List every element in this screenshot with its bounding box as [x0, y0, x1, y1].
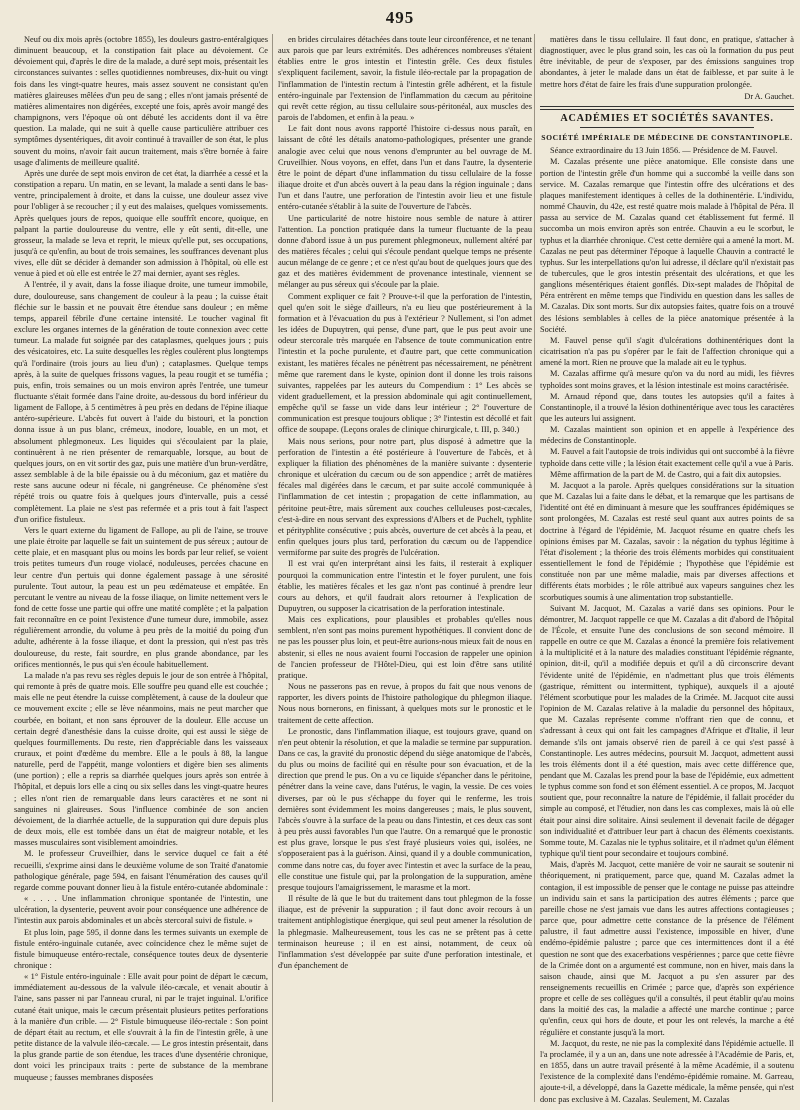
paragraph: Le fait dont nous avons rapporté l'histoire ci-dessus nous paraît, en laissant de côté les détails anatomo-pathologiques, présenter une grande analogie avec celui que nous venons d'emprunter au bel ouvrage de M. Cruveilhier. Nous voyons, en effet, dans l'un et dans l'autre, la dysenterie être le point de départ d'une inflammation du tissu cellulaire de la fosse iliaque droite et d'un abcès ouvert à la peau dans la région inguinale ; dans l'un et dans l'autre, une perforation de l'intestin avoir lieu et une fistule entéro-cutanée s'établir à la suite de l'ouverture de l'abcès. — [278, 124, 532, 212]
paragraph: M. Cazalas affirme qu'à mesure qu'on va du nord au midi, les fièvres typhoïdes sont moins graves, et la lésion intestinale est moins caractérisée. — [540, 369, 794, 390]
paragraph: Suivant M. Jacquot, M. Cazalas a varié dans ses opinions. Pour le démontrer, M. Jacquot rappelle ce que M. Cazalas a dit d'abord de l'hôpital de l'École, et ensuite l'une des conclusions de son second mémoire. Il rappelle en outre ce que M. Cazalas a énoncé la première fois relativement à la multiplicité et à la nature des maladies constituant l'épidémie régnante, opinion, dit-il, qu'il a modifiée depuis et qu'il a dû circonscrire devant l'évidente unité de l'épidémie, en n'admettant plus que trois éléments (gastrique, rémittent ou intermittent, typhique), auxquels il a ajouté l'élément scorbutique pour les malades de la Crimée. M. Jacquot cite aussi l'opinion de M. Cazalas relative à la maladie du personnel des hôpitaux, que M. Cazalas représente comme n'offrant rien que de connu, et s'adressant à ceux qui ont fait les campagnes d'Afrique et d'Italie, il leur demande s'ils ont jamais observé rien de pareil à ce qui s'est passé à Constantinople. Les autres médecins, poursuit M. Jacquot, admettent aussi les trois éléments dont il a été question, mais avec cette différence que, pendant que M. Cazalas les prend pour la base de l'épidémie, eux admettent le typhus comme son fond et son élément essentiel. A ce propos, M. Jacquot soutient que, pour reconnaître la nature de l'épidémie, il fallait procéder du simple au composé, et l'étudier, non dans les cas complexes, mais là où elle était pour ainsi dire solitaire. Ainsi seulement il devenait facile de dégager son individualité et d'attribuer leur part à chacun des éléments coexistants. Somme toute, M. Cazalas nie le typhus solitaire, et il n'admet qu'un élément typhique qu'il tient pour secondaire et toujours combiné. — [540, 603, 794, 859]
society-title: SOCIÉTÉ IMPÉRIALE DE MÉDECINE DE CONSTANTINOPLE. — [541, 133, 793, 143]
page-number: 495 — [385, 8, 415, 27]
paragraph: Mais, d'après M. Jacquot, cette manière de voir ne saurait se soutenir ni théoriquement, ni pratiquement, parce que, quand M. Cazalas admet la contagion, il est impossible de penser que le contage ne puisse pas atteindre un individu sain et sans la participation des autres éléments ; parce que pareille chose ne s'est jamais vue dans les autres affections contagieuses ; parce que, pour admettre cette constance de la présence de l'élément palustre, il faut admettre aussi l'existence, impossible en hiver, d'une endémo-épidémie palustre ; parce que ces intermittences dont il a été question ne sont que des exacerbations vespériennes ; parce que cette fièvre de la Crimée dont on a argumenté est commune, non en hiver, mais dans la saison chaude, ainsi que M. Jacquot a pu s'en assurer par des renseignements recueillis en Crimée ; parce que, d'après son expérience propre et celle de ses collègues qu'il a consultés, il peut établir qu'au moins dans la moitié des cas, la maladie a affecté une marche continue ; parce qu'enfin, ceux qui hors de doute, et pour les ont relevés, la marche a été régulière et constante jusqu'à la mort. — [540, 860, 794, 1037]
paragraph: Mais ces explications, pour plausibles et probables qu'elles nous semblent, n'en sont pas moins purement hypothétiques. Il convient donc de ne pas les pousser plus loin, et peut-être aurions-nous mieux fait de nous en abstenir, si elles ne nous avaient fourni l'occasion de rappeler une opinion de l'ancien professeur de l'Hôtel-Dieu, qui est loin d'être sans utilité pratique. — [278, 615, 532, 680]
paragraph: M. Fauvel a fait l'autopsie de trois individus qui ont succombé à la fièvre typhoïde dans cette ville ; la lésion était exactement celle qu'il a vue à Paris. — [540, 447, 794, 468]
paragraph: La malade n'a pas revu ses règles depuis le jour de son entrée à l'hôpital, qui remonte à près de quatre mois. Elle souffre peu quand elle est couchée ; mais elle ne peut étendre la cuisse complètement, à cause de la douleur que ce mouvement excite ; elle se lève néanmoins, mais ne peut marcher que courbée, en boitant, et non sans éprouver de la douleur. Elle accuse un certain degré d'anesthésie dans la cuisse droite, qui est aussi le siège de quelques fourmillements. Du reste, rien d'appréciable dans les vaisseaux cruraux, et point d'œdème du membre. Elle a le pouls à 88, la langue naturelle, perd de l'appétit, mange volontiers et digère bien ses aliments (une portion) ; elle a repris sa diarrhée quelques jours après son entrée à l'hôpital, et depuis lors elle a cinq ou six selles dans les vingt-quatre heures ; elles n'ont rien de remarquable dans leurs caractères et ne sont ni sanguines ni glaireuses. Sous l'influence combinée de son ancien dévoiement, de la diarrhée actuelle, de la suppuration qui dure depuis plus de deux mois, elle est tombée dans un état de maigreur notable, et les masses musculaires sont visiblement amoindries. — [14, 670, 268, 848]
paragraph: matières dans le tissu cellulaire. Il faut donc, en pratique, s'attacher à diagnostiquer, avec le plus grand soin, les cas où la formation du pus peut être inévitable, de peur de s'exposer, par des émissions sanguines trop abondantes, à jeter le malade dans un état de faiblesse, et par suite à le mettre hors d'état de faire les frais d'une suppuration prolongée. — [540, 35, 794, 89]
section-divider — [580, 127, 754, 128]
paragraph: M. Jacquot, du reste, ne nie pas la complexité dans l'épidémie actuelle. Il l'a proclamée, il y a un an, dans une note adressée à l'Académie de Paris, et, en 1855, dans un autre travail présenté à la même Académie, il a soutenu l'existence de la complexité dans l'endémo-épidémie romaine. M. Garreau, ajoute-t-il, a développé, dans la Gazette médicale, la même pensée, qui n'est donc pas exclusive à M. Cazalas. Seulement, M. Cazalas — [540, 1038, 794, 1104]
paragraph: Il est vrai qu'en interprétant ainsi les faits, il resterait à expliquer pourquoi la communication entre l'intestin et le foyer purulent, une fois établie, les matières fécales et les gaz n'ont pas continué à prendre leur cours au dehors, et qu'il faudrait alors retourner à l'explication de Dupuytren, ou supposer la cicatrisation de la perforation intestinale. — [278, 559, 532, 613]
column-middle — [278, 34, 532, 1104]
paragraph: en brides circulaires détachées dans toute leur circonférence, et ne tenant aux parois que par leurs extrémités. Des adhérences nombreuses s'étaient établies entre le gros intestin et l'intestin grêle. Ces deux fistules s'expliquent facilement, savoir, la fistule iléo-rectale par la propagation de l'inflammation de l'intestin rectum à l'intestin grêle adhérent, et la fistule entéro-inguinale par l'extension de l'inflammation du cæcum au péritoine qui revêt cette région, au tissu cellulaire sous-péritonéal, aux muscles des parois de l'abdomen, et enfin à la peau. » — [278, 35, 532, 123]
session-line: Séance extraordinaire du 13 Juin 1856. — Présidence de M. Fauvel. — [550, 146, 778, 156]
paragraph: Mais nous serions, pour notre part, plus disposé à admettre que la perforation de l'intestin a été postérieure à l'ouverture de l'abcès, et à expliquer la filiation des phénomènes de la manière suivante : dysenterie chronique et ulcération du cæcum ou de son appendice ; arrêt de matières fécales mal digérées dans le cæcum, et par suite accolé communiquée à l'inflammation de cet intestin ; propagation de cette inflammation, au péritoine peut-être, mais sûrement aux couches celluleuses post-cæcales, c'est-à-dire en nous servant des expressions d'Albers et de Puchelt, typhlite et pérityphlite consécutive ; puis abcès, ouverture de cet abcès à la peau, et enfin quelques jours plus tard, perforation du cæcum ou de l'appendice vermiforme par suite des progrès de l'ulcération. — [278, 436, 532, 558]
paragraph: Le pronostic, dans l'inflammation iliaque, est toujours grave, quand on n'en peut obtenir la résolution, et que la maladie se termine par suppuration. Dans ce cas, la gravité du pronostic dépend du siège anatomique de l'abcès, du plus ou moins de facilité qui en résulte pour son évacuation, et de la direction que prend le pus. On a vu ce liquide s'épancher dans le péritoine, pénétrer dans la veine cave, dans l'utérus, le vagin, la vessie. De ces voies diverses, par où le pus s'échappe du foyer qui le renferme, les trois dernières sont évidemment les moins dangereuses ; mais, le plus souvent, l'abcès s'ouvre à la surface de la peau ou dans l'intestin, et ces deux cas sont à peu près aussi favorables l'un que l'autre. On a remarqué que le pronostic est plus grave, lorsque le pus s'est frayé plusieurs voies qui, isolées, ne s'opposeraient pas à la guérison. Ainsi, quand il y a double communication, comme dans notre cas, du foyer avec l'intestin et avec la surface de la peau, elle constitue une fistule qui, par la prolongation de la suppuration, amène presque toujours l'amaigrissement, le marasme et la mort. — [278, 726, 532, 892]
paragraph: M. Fauvel pense qu'il s'agit d'ulcérations dothinentériques dont la cicatrisation n'a pas pu s'opérer par le fait de l'affection chronique qui a amené la mort. Rien ne prouve que la malade ait eu le typhus. — [540, 335, 794, 368]
column-left — [14, 34, 268, 1104]
paragraph: Neuf ou dix mois après (octobre 1855), les douleurs gastro-entéralgiques diminuent beaucoup, et la constipation fait place au dévoiement. Ce dévoiement qui, d'après le dire de la malade, a duré sept mois, présentait les circonstances suivantes : selles quotidiennes nombreuses, dix-huit ou vingt fois dans les vingt-quatre heures, mais assez souvent ne consistant qu'en matières glaireuses mêlées d'un peu de sang ; elles n'ont jamais présenté de matières alimentaires non digérées, excepté une fois, après avoir mangé des champignons, vers l'époque où ont débuté les accidents dont il va être question. La malade, qui ne suit à quelle cause particulière attribuer ces symptômes dysentériques, dit avoir continué à travailler de son état, le plus souvent du moins, n'avoir fait aucun traitement, mais s'être bornée à faire usage d'aliments de meilleure qualité. — [14, 35, 268, 167]
paragraph: M. Arnaud répond que, dans toutes les autopsies qu'il a faites à Constantinople, il a trouvé la lésion dothinentérique avec tous les caractères que les auteurs lui assignent. — [540, 391, 794, 423]
author-signature: Dr A. Gauchet. — [744, 91, 794, 101]
quotation: « . . . . Une inflammation chronique spontanée de l'intestin, une ulcération, la dysenterie, peuvent avoir pour conséquence une adhérence de l'intestin aux parois abdominales et un abcès stercoral suivi de fistule. » — [14, 894, 268, 926]
paragraph: Il résulte de là que le but du traitement dans tout phlegmon de la fosse iliaque, est de prévenir la suppuration ; il faut donc avoir recours à un traitement antiphlogistique énergique, qui seul peut amener la résolution de la phlegmasie. Malheureusement, tous les cas ne se prêtent pas à cette terminaison heureuse ; il en est ainsi, notamment, de ceux où l'inflammation s'est développée par suite d'une perforation intestinale, et d'un épanchement de — [278, 894, 532, 970]
paragraph: M. Cazalas maintient son opinion et en appelle à l'expérience des médecins de Constantinople. — [540, 425, 794, 446]
paragraph: M. le professeur Cruveilhier, dans le service duquel ce fait a été recueilli, s'exprime ainsi dans le deuxième volume de son Traité d'anatomie pathologique générale, page 594, en faisant l'énumération des causes qu'il regarde comme pouvant donner lieu à la fistule entéro-cutanée abdominale : — [14, 849, 268, 892]
paragraph: Nous ne passerons pas en revue, à propos du fait que nous venons de rapporter, les divers points de l'histoire pathologique du phlegmon iliaque. Nous nous bornerons, en finissant, à quelques mots sur le pronostic et le traitement de cette affection. — [278, 682, 532, 725]
paragraph: Comment expliquer ce fait ? Prouve-t-il que la perforation de l'intestin, quel qu'en soit le siège d'ailleurs, n'a eu lieu que postérieurement à la formation et à l'évacuation du pus à l'extérieur ? Nullement, si l'on admet les idées de Dupuytren, qui pense, d'une part, que le pus peut avoir une odeur stercorale très marquée en l'absence de toute communication entre l'intestin et la poche purulente, et d'autre part, que cette communication existant, les matières fécales ne pénètrent pas nécessairement, ne pénètrent même que rarement dans le kyste, opinion dont il donne les trois raisons suivantes, rappelées par les auteurs du Compendium : 1° Les abcès se vident graduellement, et la pression abdominale qui agit continuellement, empêche qu'il se fasse un vide dans leur intérieur ; 2° l'ouverture de communication est presque toujours oblique ; 3° l'intestin est décollé et fait office de soupape. (Leçons orales de clinique chirurgicale, t. III, p. 340.) — [278, 291, 532, 435]
paragraph: M. Cazalas présente une pièce anatomique. Elle consiste dans une portion de l'intestin grêle d'un homme qui a succombé la veille dans son service. M. Cazalas remarque que l'intestin offre des ulcérations et des plaques manifestement identiques à celles de la dothinentérie. L'individu, nommé Chauvin, du 42e, est resté quatre mois malade à l'hôpital de Péra. Il passa au service de M. Cazalas quand cet établissement fut fermé. Il succomba un mois environ après son entrée. Chauvin a eu le scorbut, le typhus et la diarrhée chronique. C'est cette dernière qui a amené la mort. M. Cazalas ne peut pas déterminer l'époque à laquelle Chauvin a contracté le typhus. Sur les interpellations qu'on lui adresse, il déclare qu'il n'existait pas de tubercules, que le gros intestin présentait des ulcérations, et que les ganglions mésentériques étaient gonflés. Dix-sept malades de l'hôpital de Péra entrèrent en même temps que l'individu en question dans les salles de M. Cazalas. Dix sont morts. Sur dix autopsies faites, quatre fois on a trouvé des lésions semblables à celles de la pièce anatomique présentée à la Société. — [540, 157, 794, 334]
column-rule — [534, 34, 535, 1102]
paragraph: Même affirmation de la part de M. de Castro, qui a fait dix autopsies. — [550, 469, 782, 479]
paragraph: Après une durée de sept mois environ de cet état, la diarrhée a cessé et la constipation a reparu. Un matin, en se levant, la malade a senti dans le bas-ventre, principalement à droite, et dans la cuisse, une douleur assez vive pour l'obliger à se recoucher ; il y eut des malaises, quelques vomissements. Après quelques jours de repos, quoique elle souffrît encore, quoique, en palpant la partie douloureuse du ventre, elle y eût senti, dit-elle, une grosseur, la malade se leva et reprit, le mieux qu'elle put, ses occupations, jusqu'à ce qu'enfin, au bout de trois semaines, les souffrances devenant plus vives, elle dût se décider à demander son admission à l'hôpital, où elle est venue à pied et où elle est entrée le 27 mai dernier, ayant ses règles. — [14, 168, 268, 279]
paragraph: Vers le quart externe du ligament de Fallope, au pli de l'aine, se trouve une plaie étroite par laquelle se fait un suintement de pus séreux ; autour de cette plaie, et en masquant plus ou moins les bords par leur relief, se voient trois petites tumeurs d'un rouge violacé, noduleuses, percées chacune en leur centre d'un pertuis qui donne également passage à une sérosité purulente. Tout autour, la peau est un peu œdémateuse et empâtée. En percutant le ventre au niveau de la fosse iliaque, on limite nettement vers le fond de cette fosse une partie qui offre une matité complète ; et la palpation fait reconnaître en ce point l'existence d'une tumeur dure, immobile, assez régulièrement arrondie, du volume à peu près de la moitié du poing d'un adulte, adhérente à la fosse iliaque, et dont la pression, qui n'est pas très douloureuse, du reste, fait sourdre, en plus grande abondance, par les orifices mentionnés, le pus qui s'en écoule habituellement. — [14, 525, 268, 669]
paragraph: A l'entrée, il y avait, dans la fosse iliaque droite, une tumeur immobile, dure, douloureuse, sans changement de couleur à la peau ; la cuisse était fléchie sur le bassin et ne pouvait être étendue sans douleur ; en même temps, appareil fébrile d'une certaine intensité. Le toucher vaginal fit exclure les organes internes de la génération de toute connexion avec cette tumeur. La malade fut soignée par des cataplasmes, quelques jours ; puis des vésicatoires, etc. La suite desquelles les règles coulèrent plus longtemps qu'à l'ordinaire (trois jours au lieu d'un) ; cataplasmes. Quelque temps après, à la suite de quelques frissons vagues, la peau rougit et se tuméfia ; puis, enfin, trois semaines ou un mois environ après l'entrée, une tumeur fluctuante s'était formée dans l'aine droite, au-dessous du bord inférieur du ligament de Fallope, à 5 centimètres à peu près en dedans de l'épine iliaque antéro-supérieure. L'abcès fut ouvert à l'aide du bistouri, et la ponction donna issue à un pus blanc, crémeux, inodore, louable, en un mot, et absolument phlegmoneux. Les liquides qui s'écoulaient par la plaie, continuèrent à ne rien présenter de remarquable, lorsque, au bout de quelques jours, on en vit sortir des gaz, puis une matière d'un brun-verdâtre, assez semblable à de la bile épaissie ou à du méconium, gaz et matière du reste sans aucune odeur ni fécale, ni gangréneuse. Ce phénomène s'est répété trois ou quatre fois à quelques jours d'intervalle, puis a cessé complètement. La plaie ne s'est pas refermée et a pris tout à fait l'aspect d'un orifice fistuleux. — [14, 280, 268, 524]
quotation: « 1° Fistule entéro-inguinale : Elle avait pour point de départ le cæcum, immédiatement au-dessous de la valvule iléo-cæcale, et venait aboutir à l'aine, sans passer ni par l'anneau crural, ni par le trajet inguinal. L'orifice cutané était unique, mais le cæcum présentait plusieurs petites perforations à la manière d'un crible. — 2° Fistule bimuqueuse iléo-rectale : Son point de départ était au rectum, et elle s'ouvrait à la fin de l'intestin grêle, à une petite distance de la valvule iléo-cæcale. — Le gros intestin présentait, dans la plus grande partie de son étendue, les traces d'une dysentérie chronique, dont voici les principaux traits : perte de substance de la membrane muqueuse ; fausses membranes disposées — [14, 972, 268, 1082]
section-title: ACADÉMIES ET SOCIÉTÉS SAVANTES. — [560, 112, 774, 124]
column-right — [540, 34, 794, 1104]
paragraph: M. Jacquot a la parole. Après quelques considérations sur la situation que M. Cazalas lui a faite dans le débat, et la remarque que les partisans de l'identité ont été en diminuant à mesure que les souffrances épidémiques se sont prolongées, M. Cazalas est resté seul quant aux autres points de sa doctrine à l'égard de l'épidémie, M. Jacquot résume en quatre chefs les opinions émises par M. Cazalas, savoir : la négation du typhus légitime à l'état d'isolement ; la théorie des trois éléments morbides qui constituaient essentiellement le fond de l'épidémie ; l'hypothèse que l'épidémie est constituée non par une même maladie, mais par diverses affections et différents états morbides ; le rôle attribué aux vapeurs sanguines chez les scorbutiques soumis à une alimentation trop substantielle. — [540, 480, 794, 602]
column-rule — [272, 34, 273, 1102]
paragraph: Et plus loin, page 595, il donne dans les termes suivants un exemple de fistule entéro-inguinale cutanée, avec coïncidence chez le même sujet de fistule bimuqueuse entéro-rectale, conséquence toutes deux de dysenterie chronique : — [14, 927, 268, 970]
section-divider — [540, 106, 794, 110]
paragraph: Une particularité de notre histoire nous semble de nature à attirer l'attention. La ponction pratiquée dans la tumeur fluctuante de la peau donne d'abord issue à un pus purement phlegmoneux, nullement altéré par des matières fécales ; celui qui s'écoule pendant quelque temps ne présente aucun mélange de ce genre ; et ce n'est qu'au bout de quelques jours que des gaz et des matières évidemment de provenance intestinale, viennent se mélanger au pus séreux qui s'écoule par la plaie. — [278, 213, 532, 290]
